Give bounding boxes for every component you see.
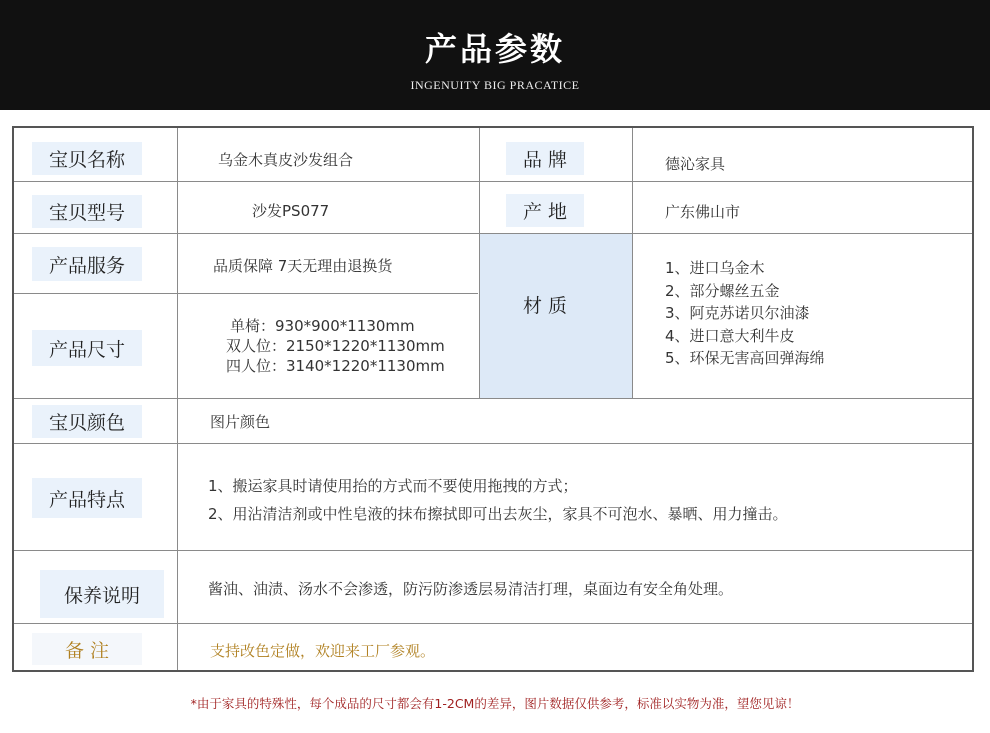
value-brand: 德沁家具 [665,155,726,173]
list-item: 5、环保无害高回弹海绵 [665,349,825,367]
row-divider [14,293,478,294]
list-item: 1、进口乌金木 [665,259,765,277]
label-origin: 产 地 [506,194,584,227]
list-item: 单椅：930*900*1130mm [230,317,415,335]
label-features: 产品特点 [32,478,142,518]
disclaimer-note: *由于家具的特殊性，每个成品的尺寸都会有1-2CM的差异，图片数据仅供参考，标准以实物为准，望您见谅！ [190,696,800,711]
row-divider [14,443,972,444]
spec-table [12,126,974,672]
col-divider [177,128,178,670]
page-title: 产品参数 [424,30,565,68]
list-item: 1、搬运家具时请使用抬的方式而不要使用拖拽的方式； [208,477,578,495]
row-divider [14,550,972,551]
value-color: 图片颜色 [210,413,271,431]
label-model: 宝贝型号 [32,195,142,228]
list-item: 2、部分螺丝五金 [665,281,780,300]
value-remark: 支持改色定做，欢迎来工厂参观。 [210,642,436,660]
list-item: 四人位：3140*1220*1130mm [226,357,445,375]
value-service: 品质保障 7天无理由退换货 [213,257,393,275]
value-name: 乌金木真皮沙发组合 [218,151,354,169]
label-name: 宝贝名称 [32,142,142,175]
label-size: 产品尺寸 [32,330,142,366]
row-divider [14,181,972,182]
row-divider [14,398,972,399]
header-banner [0,0,990,110]
label-brand: 品 牌 [506,142,584,175]
list-item: 2、用沾清洁剂或中性皂液的抹布擦拭即可出去灰尘，家具不可泡水、暴晒、用力撞击。 [208,505,788,523]
size-list [226,316,445,376]
label-care: 保养说明 [40,570,164,618]
label-remark: 备 注 [32,633,142,665]
list-item: 双人位：2150*1220*1130mm [226,337,445,355]
value-care: 酱油、油渍、汤水不会渗透，防污防渗透层易清洁打理，桌面边有安全角处理。 [208,580,734,598]
features-list [208,472,788,528]
label-color: 宝贝颜色 [32,405,142,438]
list-item: 4、进口意大利牛皮 [665,326,795,345]
col-divider [632,128,633,398]
row-divider [14,623,972,624]
label-material: 材 质 [522,295,568,317]
label-service: 产品服务 [32,247,142,281]
page-subtitle: INGENUITY BIG PRACATICE [410,78,580,92]
value-model: 沙发PS077 [252,202,330,220]
list-item: 3、阿克苏诺贝尔油漆 [665,304,810,322]
value-origin: 广东佛山市 [665,203,741,221]
material-list [665,257,825,370]
